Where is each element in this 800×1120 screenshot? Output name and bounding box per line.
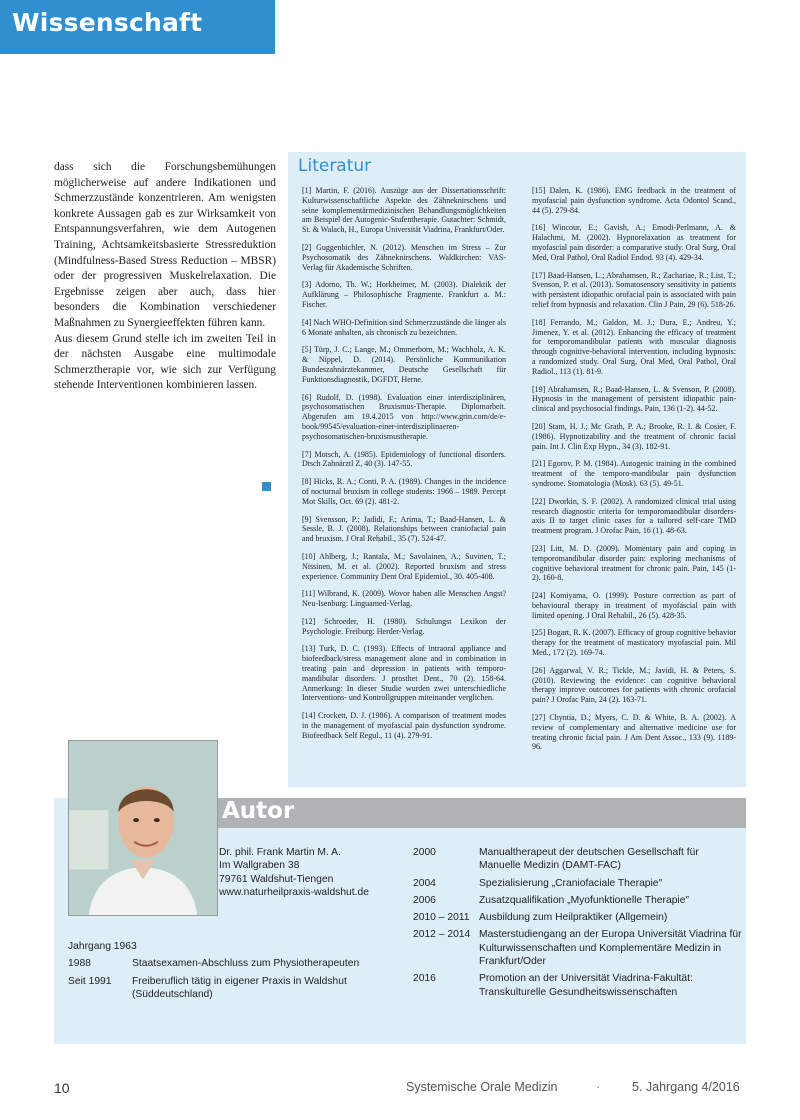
- reference-item: [10] Ahlberg, J.; Rantala, M.; Savolainen, A.; Suvinen, T.; Nissinen, M. et al. (2002). Reported bruxism and stress experience. Community Dent Oral Epidemiol., 30. 405-408.: [302, 551, 506, 581]
- author-address: [219, 846, 404, 899]
- bio-year: Seit 1991: [68, 975, 112, 987]
- reference-item: [27] Chyntia, D.; Myers, C. D. & White, B. A. (2002). A review of complementary and alternative medicine use for treating chronic facial pain. J Am Dent Assoc., 133 (9). 1189-96.: [532, 713, 736, 752]
- reference-item: [11] Wilbrand, K. (2009). Wovor haben alle Menschen Angst? Neu-Isenburg: Linguamed-Verlag.: [302, 589, 506, 609]
- reference-item: [13] Turk, D. C. (1993). Effects of intraoral appliance and biofeedback/stress management alone and in combination in treating pain and depression in patients with temporo-mandibular disorders. J prosthet Dent., 70 (2). 158-64. Anmerkung: In dieser Studie wurden zwei unterschiedliche Interventions- und Kontrollgruppen miteinander verglichen.: [302, 644, 506, 703]
- portrait-image-icon: [69, 741, 217, 915]
- reference-item: [25] Bogart, R. K. (2007). Efficacy of group cognitive behavior therapy for the treatment of masticatory myofascial pain. Mil Med., 172 (2). 169-74.: [532, 628, 736, 658]
- section-title: Wissenschaft: [12, 8, 203, 37]
- cv-year: 2010 – 2011: [413, 912, 470, 924]
- cv-row: [413, 928, 743, 968]
- literature-box: [288, 152, 746, 787]
- cv-text: Spezialisierung „Craniofaciale Therapie": [479, 877, 663, 889]
- section-tab: [0, 0, 275, 54]
- reference-item: [26] Aggarwal, V. R.; Tickle, M.; Javidi, H. & Peters, S. (2010). Reviewing the evidence: can cognitive behavioral therapy improve outcomes for patients with chronic orofacial pain? J Orofac Pain, 24 (2). 163-71.: [532, 665, 736, 705]
- footer-separator: ·: [596, 1080, 601, 1094]
- page-footer: [0, 1076, 800, 1100]
- intro-paragraph-1: dass sich die Forschungsbemühungen möglicherweise auf andere Indikationen und Schmerzzustände konzentrieren. Am wenigsten konkrete Aussagen gab es zur Wirksamkeit von Entspannungsverfahren, wie dem Autogenen Training, Achtsamkeitsbasierte Stressreduktion (Mindfulness-Based Stress Reduction – MBSR) oder der progressiven Muskelrelaxation. Die Ergebnisse zeigen aber auch, dass hier besonders die Kombination verschiedener Maßnahmen zu Synergieeffekten führen kann.: [54, 161, 276, 329]
- cv-year: 2012 – 2014: [413, 929, 471, 941]
- reference-item: [18] Ferrando, M.; Galdon, M. J.; Dura, E.; Andreu, Y.; Jimenez, Y. et al. (2012). Enhancing the efficacy of treatment for temporomandibular patients with muscular diagnosis through cognitive-behavioral intervention, including hypnosis: a randomized study. Oral Surg, Oral Med, Oral Pathol, Oral Radiol., 113 (1). 81-9.: [532, 317, 736, 376]
- author-name: Dr. phil. Frank Martin M. A.: [219, 847, 341, 858]
- author-street: Im Wallgraben 38: [219, 860, 300, 872]
- cv-text: Masterstudiengang an der Europa Universität Viadrina für Kulturwissenschaften und Komplementäre Medizin in Frankfurt/Oder: [479, 929, 742, 968]
- cv-text: Promotion an der Universität Viadrina-Fakultät: Transkulturelle Gesundheitswissenschaften: [479, 973, 693, 998]
- author-header-bar: [214, 798, 746, 828]
- bio-row: [68, 975, 378, 1002]
- reference-item: [23] Litt, M. D. (2009). Momentary pain and coping in temporomandibular disorder pain: exploring mechanisms of cognitive behavioral treatment for chronic pain. Pain, 145 (1-2). 160-8.: [532, 543, 736, 583]
- page-number: 10: [54, 1080, 70, 1096]
- author-city: 79761 Waldshut-Tiengen: [219, 873, 334, 885]
- cv-year: 2006: [413, 894, 436, 906]
- cv-row: [413, 911, 743, 924]
- reference-item: [1] Martin, F. (2016). Auszüge aus der Dissertationsschrift: Kulturwissenschaftliche Aspekte des Zähneknirschens und seine komplementärmedizinischen Behandlungsmöglichkeiten am Beispiel der Autogenic-Stufentherapie. Gutachter: Schmidt, St. & Walach, H., Europa Universität Viadrina, Frankfurt/Oder.: [302, 186, 506, 235]
- reference-item: [5] Türp, J. C.; Lange, M.; Ommerborn, M.; Wachholz, A. K. & Nippel, D. (2014). Persönliche Kommunikation Bundeszahnärztekammer, Deutsche Gesellschaft für Funktionsdiagnostik, DGFDT, Herne.: [302, 345, 506, 384]
- reference-item: [7] Motsch, A. (1985). Epidemiology of functional disorders. Dtsch Zahnärztl Z, 40 (3). 147-55.: [302, 449, 506, 469]
- intro-paragraph-2: Aus diesem Grund stelle ich im zweiten Teil in der nächsten Ausgabe eine multimodale Schmerztherapie vor, wie sich zur Verfügung stehende Interventionen kombinieren lassen.: [54, 332, 276, 392]
- cv-year: 2000: [413, 847, 436, 858]
- literature-column-left: [302, 186, 506, 749]
- reference-item: [17] Baad-Hansen, L.; Abrahamsen, R.; Zachariae, R.; List, T.; Svenson, P. et al. (2013). Somatosensory sensitivity in patients with persistent idiopathic orofacial pain is associated with pain relief from hypnosis and relaxation. Clin J Pain, 29 (6). 518-26.: [532, 270, 736, 309]
- cv-text: Manualtherapeut der deutschen Gesellschaft für Manuelle Medizin (DAMT-FAC): [479, 847, 699, 872]
- author-cv: [413, 846, 743, 1003]
- journal-name: Systemische Orale Medizin: [406, 1080, 558, 1094]
- reference-item: [4] Nach WHO-Definition sind Schmerzzustände die länger als 6 Monate anhalten, als chronisch zu bezeichnen.: [302, 317, 506, 337]
- reference-item: [20] Stam, H. J.; Mc Grath, P. A.; Brooke, R. I. & Cosier, F. (1986). Hypnotizability and the treatment of chronic facial pain. Int J. Clin Exp Hypn., 34 (3). 182-91.: [532, 421, 736, 451]
- reference-item: [6] Rudolf, D. (1998). Evaluation einer interdisziplinären, psychosomatischen Bruxismus-Therapie. Diplomarbeit. Abgerufen am 19.4.2015 von http://www.grin.com/de/e-book/99545/evaluation-einer-interdisziplinaeren-psychosomatischen-bruxismustherapie.: [302, 392, 506, 441]
- reference-item: [2] Guggenbichler, N. (2012). Menschen im Stress – Zur Psychosomatik des Zähneknirschens. Waldkirchen: VAS-Verlag für Akademische Schriften.: [302, 242, 506, 272]
- author-heading: Autor: [222, 798, 295, 824]
- cv-row: [413, 877, 743, 890]
- reference-item: [12] Schroeder, H. (1980). Schulungst Lexikon der Psychologie. Freiburg: Herder-Verlag.: [302, 616, 506, 636]
- cv-text: Zusatzqualifikation „Myofunktionelle Therapie": [479, 894, 690, 906]
- reference-item: [24] Komiyama, O. (1999). Posture correction as part of behavioural therapy in treatment of myofascial pain with limited opening. J Oral Rehabil., 26 (5). 428-35.: [532, 591, 736, 620]
- reference-item: [15] Dalen, K. (1986). EMG feedback in the treatment of myofascial pain dysfunction syndrome. Acta Odontol Scand., 44 (5). 279-84.: [532, 186, 736, 215]
- cv-year: 2016: [413, 973, 436, 985]
- bio-year: 1988: [68, 958, 91, 970]
- bio-text: Staatsexamen-Abschluss zum Physiotherapeuten: [132, 958, 360, 970]
- reference-item: [21] Egorov, P. M. (1984). Autogenic training in the combined treatment of the temporo-mandibular pain dysfunction syndrome. Stomatologia (Mosk). 63 (5). 49-51.: [532, 459, 736, 488]
- author-bio: [68, 940, 378, 1005]
- cv-row: [413, 972, 743, 999]
- reference-item: [3] Adorno, Th. W.; Horkheimer, M. (2003). Dialektik der Aufklärung – Philosophische Fragmente. Frankfurt a. M.: Fischer.: [302, 280, 506, 309]
- cv-year: 2004: [413, 877, 436, 889]
- reference-item: [16] Wincour, E.; Gavish, A.; Emodi-Perlmann, A. & Halachmi, M. (2002). Hypnorelaxation as treatment for myofascial pain disorder: a comparative study. Oral Surg, Oral Med, Oral Pathol, Oral Radiol Endod. 93 (4). 429-34.: [532, 223, 736, 262]
- reference-item: [8] Hicks, R. A.; Conti, P. A. (1989). Changes in the incidence of nocturnal bruxism in college students: 1966 – 1989. Percept Mot Skills, Oct. 69 (2). 481-2.: [302, 477, 506, 506]
- cv-row: [413, 894, 743, 907]
- journal-issue: 5. Jahrgang 4/2016: [632, 1080, 740, 1094]
- intro-text: [54, 160, 276, 394]
- literature-column-right: [532, 186, 736, 760]
- cv-row: [413, 846, 743, 873]
- reference-item: [14] Crockett, D. J. (1986). A comparison of treatment modes in the management of myofascial pain dysfunction syndrome. Biofeedback Self Regul., 11 (4). 279-91.: [302, 711, 506, 740]
- reference-item: [9] Svensson, P.; Jadidi, F.; Arima, T.; Baad-Hansen, L. & Sessle, B. J. (2008). Relationships between craniofacial pain and bruxism. J Oral Rehabil., 35 (7). 524-47.: [302, 514, 506, 544]
- bio-text: Freiberuflich tätig in eigener Praxis in Waldshut (Süddeutschland): [132, 975, 347, 1000]
- author-website: www.naturheilpraxis-waldshut.de: [219, 886, 369, 898]
- literature-title: Literatur: [298, 156, 372, 176]
- reference-item: [22] Dworkin, S. F. (2002). A randomized clinical trial using research diagnostic criteria for temporomandibular disorders-axis II to target clinic cases for a tailored self-care TMD treatment program. J Orofac Pain, 16 (1). 48-63.: [532, 496, 736, 536]
- end-square-icon: [262, 482, 271, 491]
- cv-text: Ausbildung zum Heilpraktiker (Allgemein): [479, 912, 668, 924]
- author-photo: [68, 740, 218, 916]
- bio-row: [68, 957, 378, 970]
- reference-item: [19] Abrahamsen, R.; Baad-Hansen, L. & Svenson, P. (2008). Hypnosis in the management of persistent idiopathic pain-clinical and psychosocial findings. Pain, 136 (1-2). 44-52.: [532, 384, 736, 414]
- birth-year: Jahrgang 1963: [68, 941, 137, 952]
